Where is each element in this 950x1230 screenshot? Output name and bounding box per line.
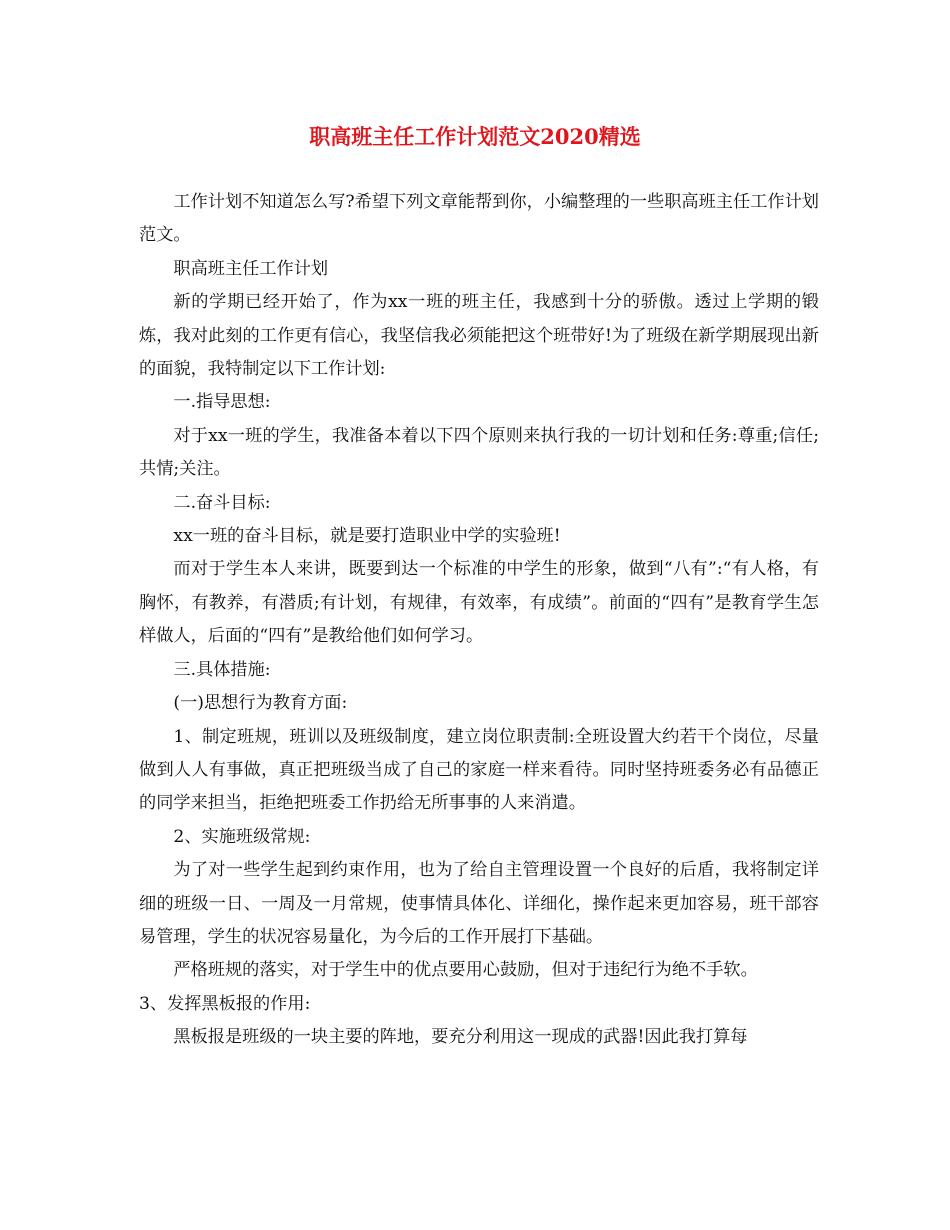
paragraph: 为了对一些学生起到约束作用，也为了给自主管理设置一个良好的后盾，我将制定详细的班级一日、一周及一月常规，使事情具体化、详细化，操作起来更加容易，班干部容易管理，学生的状况容易量化，为今后的工作开展打下基础。 — [139, 860, 819, 947]
paragraph: 严格班规的落实，对于学生中的优点要用心鼓励，但对于违纪行为绝不手软。 — [173, 960, 758, 981]
section-heading: 二.奋斗目标: — [173, 492, 271, 513]
paragraph-intro: 工作计划不知道怎么写?希望下列文章能帮到你，小编整理的一些职高班主任工作计划范文。 — [139, 192, 819, 246]
paragraph: 1、制定班规，班训以及班级制度，建立岗位职责制:全班设置大约若干个岗位，尽量做到人人有事做，真正把班级当成了自己的家庭一样来看待。同时坚持班委务必有品德正的同学来担当，拒绝把班委工作扔给无所事事的人来消遣。 — [139, 726, 819, 814]
paragraph: 新的学期已经开始了，作为xx一班的班主任，我感到十分的骄傲。透过上学期的锻炼，我对此刻的工作更有信心，我坚信我必须能把这个班带好!为了班级在新学期展现出新的面貌，我特制定以下工作计划: — [139, 292, 819, 380]
paragraph: 对于xx一班的学生，我准备本着以下四个原则来执行我的一切计划和任务:尊重;信任;共情;关注。 — [139, 425, 819, 480]
document-title: 职高班主任工作计划范文2020精选 — [309, 124, 641, 149]
paragraph: 黑板报是班级的一块主要的阵地，要充分利用这一现成的武器!因此我打算每 — [173, 1027, 748, 1048]
section-heading: 一.指导思想: — [173, 392, 271, 413]
section-heading: 三.具体措施: — [173, 659, 271, 680]
document-body — [139, 186, 819, 1055]
subsection-heading: 3、发挥黑板报的作用: — [139, 993, 311, 1014]
section-heading: 职高班主任工作计划 — [173, 258, 329, 279]
subsection-heading: 2、实施班级常规: — [173, 826, 311, 847]
subsection-heading: (一)思想行为教育方面: — [173, 693, 348, 714]
paragraph: xx一班的奋斗目标，就是要打造职业中学的实验班! — [173, 526, 561, 547]
paragraph: 而对于学生本人来讲，既要到达一个标准的中学生的形象，做到“八有”:“有人格，有胸怀，有教养，有潜质;有计划，有规律，有效率，有成绩”。前面的“四有”是教育学生怎样做人，后面的“四有”是教给他们如何学习。 — [139, 559, 819, 647]
